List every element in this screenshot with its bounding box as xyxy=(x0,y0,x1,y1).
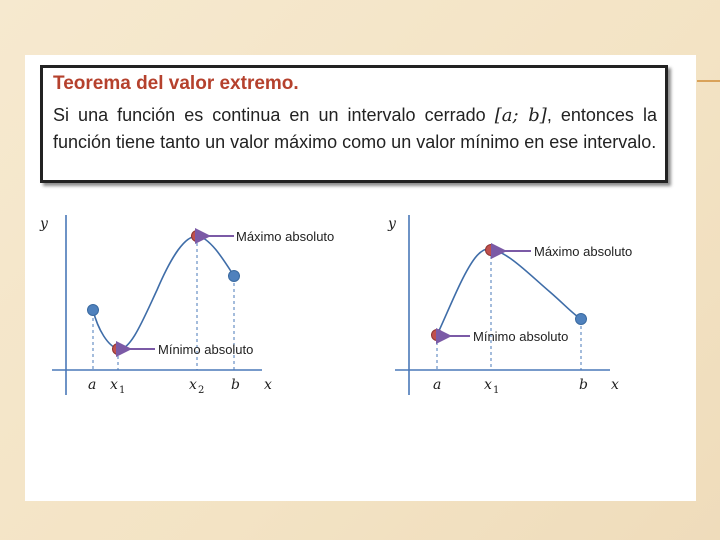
endpoint-b-left xyxy=(229,271,240,282)
x-axis-label-left: x xyxy=(264,377,272,393)
tick-x1-right: x xyxy=(484,377,492,393)
x-axis-label-right: x xyxy=(611,377,619,393)
theorem-text-after: , entonces la función tiene tanto un valor máximo como un valor mínimo en ese intervalo. xyxy=(53,105,657,152)
min-point-left xyxy=(113,344,124,355)
y-axis-label-right: y xyxy=(388,216,396,232)
y-axis-label-left: y xyxy=(40,216,48,232)
tick-x1-left: x xyxy=(110,377,118,393)
tick-b-right: b xyxy=(579,377,588,393)
curve-left xyxy=(93,236,234,349)
theorem-title: Teorema del valor extremo. xyxy=(53,73,299,94)
tick-x1-sub-left: 1 xyxy=(119,385,126,396)
max-label-right: Máximo absoluto xyxy=(534,244,633,259)
max-label-left: Máximo absoluto xyxy=(236,229,335,244)
max-point-left xyxy=(192,231,203,242)
theorem-text-before: Si una función es continua en un intervalo cerrado xyxy=(53,105,495,125)
tick-a-left: a xyxy=(88,377,97,393)
graph-left xyxy=(39,215,334,396)
graph-right xyxy=(387,215,632,396)
min-point-right xyxy=(432,330,443,341)
max-point-right xyxy=(486,245,497,256)
tick-b-left: b xyxy=(231,377,240,393)
tick-x2-left: x xyxy=(189,377,197,393)
tick-x1-sub-right: 1 xyxy=(493,385,500,396)
min-label-right: Mínimo absoluto xyxy=(473,329,569,344)
tick-a-right: a xyxy=(433,377,442,393)
min-label-left: Mínimo absoluto xyxy=(158,342,254,357)
endpoint-a-left xyxy=(88,305,99,316)
endpoint-b-right xyxy=(576,314,587,325)
curve-right xyxy=(437,249,581,335)
tick-x2-sub-left: 2 xyxy=(198,385,205,396)
theorem-interval: [a; b] xyxy=(494,105,547,126)
